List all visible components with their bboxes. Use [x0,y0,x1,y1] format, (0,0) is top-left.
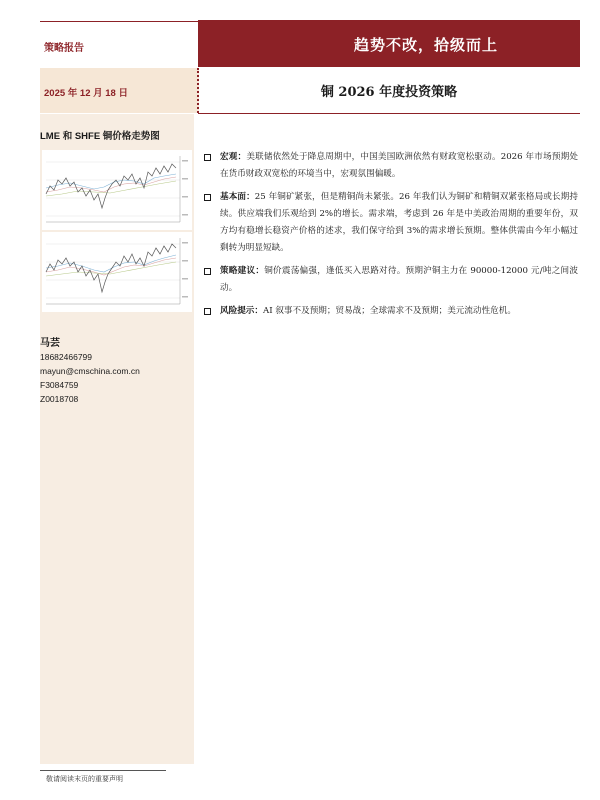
bullet-risk [203,303,578,320]
report-slogan: 趋势不改，拾级而上 [353,36,498,54]
analyst-name: 马芸 [40,338,60,349]
footer-divider [40,770,166,771]
bullet-label: 宏观： [220,152,247,162]
chart-title: LME 和 SHFE 铜价格走势图 [40,131,160,142]
header-left [40,21,198,67]
header-band [198,20,580,67]
report-type: 策略报告 [44,43,84,54]
analyst-cert-2: Z0018708 [40,394,79,404]
analyst-email[interactable]: mayun@cmschina.com.cn [40,366,140,376]
shfe-price-chart [42,232,192,312]
analyst-phone: 18682466799 [40,352,93,362]
bullet-text: AI 叙事不及预期；贸易战；全球需求不及预期；美元流动性危机。 [262,306,516,316]
summary-content [203,149,578,326]
checkbox-bullet-icon [204,154,211,161]
bullet-macro [203,149,578,183]
report-date: 2025 年 12 月 18 日 [44,88,128,99]
bullet-label: 风险提示： [220,306,263,316]
date-box [40,68,199,113]
sidebar [40,114,194,764]
footer-disclaimer: 敬请阅读末页的重要声明 [46,775,123,783]
bullet-label: 策略建议： [220,266,265,276]
lme-price-chart [42,150,192,230]
analyst-cert-1: F3084759 [40,380,79,390]
checkbox-bullet-icon [204,308,211,315]
bullet-text: 25 年铜矿紧张，但是精铜尚未紧张。26 年我们认为铜矿和精铜双紧张格局或长期持续。供应端我们乐观给到 2%的增长。需求端，考虑到 26 年是中美政治周期的重要年份，双方均有稳增长稳资产价格的述求，我们保守给到 3%的需求增长预期。整体供需由今年小幅过剩转为明显短缺。 [220,192,578,253]
report-title: 铜 2026 年度投资策略 [320,85,458,100]
bullet-text: 美联储依然处于降息周期中，中国美国欧洲依然有财政宽松驱动。2026 年市场预期处在货币财政双宽松的环境当中，宏观氛围偏暖。 [220,152,578,179]
bullet-strategy [203,263,578,297]
bullet-fundamentals [203,189,578,257]
bullet-text: 铜价震荡偏强，逢低买入思路对待。预期沪铜主力在 90000-12000 元/吨之间波动。 [220,266,578,293]
title-row [198,68,580,114]
bullet-label: 基本面： [220,192,255,202]
checkbox-bullet-icon [204,268,211,275]
checkbox-bullet-icon [204,194,211,201]
